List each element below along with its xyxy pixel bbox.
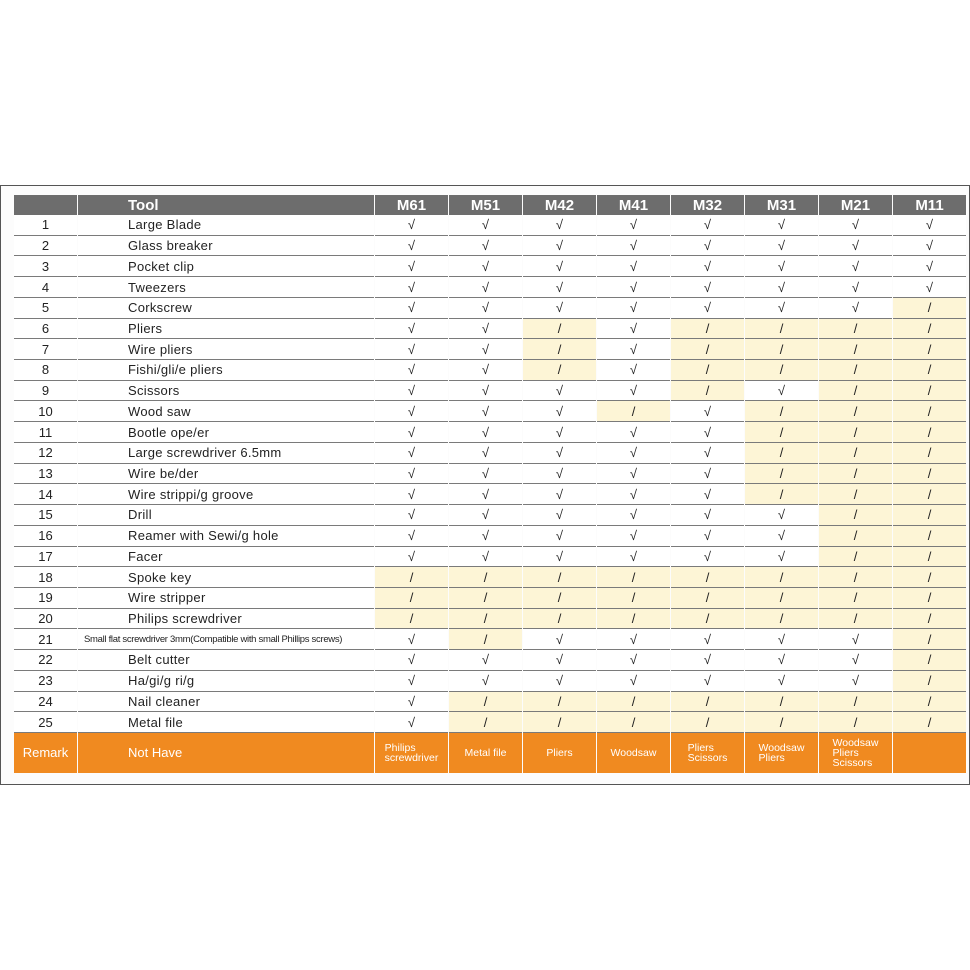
have-mark: √ [671,298,744,319]
have-mark: √ [597,671,670,692]
not-have-mark: / [893,464,966,485]
have-mark: √ [523,298,596,319]
tool-name: Pocket clip [78,256,374,277]
have-mark: √ [597,277,670,298]
have-mark: √ [893,256,966,277]
not-have-mark: / [819,526,892,547]
have-mark: √ [523,650,596,671]
tool-name: Large screwdriver 6.5mm [78,443,374,464]
not-have-mark: / [893,319,966,340]
have-mark: √ [449,277,522,298]
not-have-mark: / [893,505,966,526]
have-mark: √ [745,505,818,526]
not-have-mark: / [819,339,892,360]
tool-name: Wire stripper [78,588,374,609]
not-have-mark: / [523,609,596,630]
have-mark: √ [819,650,892,671]
not-have-mark: / [893,298,966,319]
tool-name: Glass breaker [78,236,374,257]
not-have-mark: / [893,671,966,692]
have-mark: √ [523,547,596,568]
tool-name: Reamer with Sewi/g hole [78,526,374,547]
remark-value-text: Philips screwdriver [384,741,439,764]
not-have-mark: / [449,609,522,630]
not-have-mark: / [745,588,818,609]
header-model-m61: M61 [375,195,448,215]
have-mark: √ [449,650,522,671]
have-mark: √ [449,401,522,422]
not-have-mark: / [819,360,892,381]
row-number: 9 [14,381,77,402]
row-number: 22 [14,650,77,671]
have-mark: √ [449,360,522,381]
not-have-mark: / [375,588,448,609]
have-mark: √ [671,650,744,671]
remark-value [671,733,744,773]
row-number: 13 [14,464,77,485]
have-mark: √ [449,443,522,464]
have-mark: √ [597,526,670,547]
have-mark: √ [375,547,448,568]
have-mark: √ [671,464,744,485]
tool-name: Drill [78,505,374,526]
not-have-mark: / [893,547,966,568]
header-tool: Tool [78,195,374,215]
header-model-m31: M31 [745,195,818,215]
have-mark: √ [745,277,818,298]
header-model-m42: M42 [523,195,596,215]
not-have-mark: / [745,339,818,360]
have-mark: √ [375,505,448,526]
have-mark: √ [449,381,522,402]
have-mark: √ [449,215,522,236]
not-have-mark: / [893,339,966,360]
have-mark: √ [449,547,522,568]
not-have-mark: / [671,609,744,630]
remark-value-text: Pliers Scissors [687,741,728,764]
have-mark: √ [597,547,670,568]
tool-name: Corkscrew [78,298,374,319]
not-have-mark: / [893,712,966,733]
have-mark: √ [745,629,818,650]
have-mark: √ [375,484,448,505]
not-have-mark: / [523,360,596,381]
have-mark: √ [597,464,670,485]
not-have-mark: / [449,567,522,588]
have-mark: √ [597,236,670,257]
tool-name: Wire pliers [78,339,374,360]
not-have-mark: / [745,360,818,381]
tool-name: Nail cleaner [78,692,374,713]
tool-name: Philips screwdriver [78,609,374,630]
tool-name: Fishi/gli/e pliers [78,360,374,381]
have-mark: √ [449,236,522,257]
have-mark: √ [449,484,522,505]
not-have-mark: / [893,567,966,588]
not-have-mark: / [819,547,892,568]
not-have-mark: / [597,401,670,422]
remark-value [893,733,966,773]
row-number: 17 [14,547,77,568]
have-mark: √ [597,629,670,650]
have-mark: √ [523,484,596,505]
have-mark: √ [671,236,744,257]
have-mark: √ [597,422,670,443]
tool-name: Scissors [78,381,374,402]
have-mark: √ [523,215,596,236]
not-have-mark: / [893,443,966,464]
header-model-m41: M41 [597,195,670,215]
not-have-mark: / [819,443,892,464]
have-mark: √ [671,505,744,526]
have-mark: √ [745,236,818,257]
have-mark: √ [523,401,596,422]
have-mark: √ [819,629,892,650]
row-number: 11 [14,422,77,443]
tool-name: Small flat screwdriver 3mm(Compatible with small Phillips screws) [78,629,374,650]
have-mark: √ [745,671,818,692]
not-have-mark: / [893,526,966,547]
not-have-mark: / [449,692,522,713]
not-have-mark: / [819,609,892,630]
have-mark: √ [523,236,596,257]
row-number: 7 [14,339,77,360]
not-have-mark: / [819,381,892,402]
have-mark: √ [375,339,448,360]
row-number: 25 [14,712,77,733]
not-have-mark: / [523,319,596,340]
have-mark: √ [671,526,744,547]
have-mark: √ [671,215,744,236]
row-number: 1 [14,215,77,236]
header-model-m51: M51 [449,195,522,215]
not-have-mark: / [671,381,744,402]
not-have-mark: / [745,609,818,630]
not-have-mark: / [819,712,892,733]
not-have-mark: / [819,567,892,588]
have-mark: √ [819,256,892,277]
have-mark: √ [523,629,596,650]
header-blank [14,195,77,215]
have-mark: √ [745,215,818,236]
have-mark: √ [745,381,818,402]
have-mark: √ [375,712,448,733]
tool-name: Wire be/der [78,464,374,485]
not-have-mark: / [893,381,966,402]
not-have-mark: / [449,629,522,650]
remark-value-text: Woodsaw [610,746,657,759]
have-mark: √ [893,277,966,298]
not-have-mark: / [523,712,596,733]
row-number: 10 [14,401,77,422]
row-number: 4 [14,277,77,298]
have-mark: √ [375,256,448,277]
have-mark: √ [745,256,818,277]
tool-name: Belt cutter [78,650,374,671]
have-mark: √ [819,671,892,692]
not-have-mark: / [597,588,670,609]
not-have-mark: / [523,339,596,360]
have-mark: √ [375,692,448,713]
have-mark: √ [375,629,448,650]
have-mark: √ [671,629,744,650]
row-number: 3 [14,256,77,277]
not-have-mark: / [671,692,744,713]
remark-not-have: Not Have [78,733,374,773]
not-have-mark: / [523,588,596,609]
row-number: 12 [14,443,77,464]
have-mark: √ [893,236,966,257]
not-have-mark: / [893,609,966,630]
have-mark: √ [671,256,744,277]
tool-comparison-table [14,195,966,773]
remark-value [819,733,892,773]
have-mark: √ [597,256,670,277]
have-mark: √ [375,277,448,298]
have-mark: √ [375,650,448,671]
have-mark: √ [819,215,892,236]
have-mark: √ [375,360,448,381]
remark-value [375,733,448,773]
remark-value-text: Woodsaw Pliers Scissors [832,736,879,769]
have-mark: √ [375,443,448,464]
have-mark: √ [819,298,892,319]
have-mark: √ [375,422,448,443]
have-mark: √ [523,277,596,298]
have-mark: √ [449,339,522,360]
have-mark: √ [375,236,448,257]
have-mark: √ [671,484,744,505]
have-mark: √ [375,381,448,402]
have-mark: √ [597,505,670,526]
have-mark: √ [375,401,448,422]
not-have-mark: / [449,712,522,733]
have-mark: √ [523,526,596,547]
not-have-mark: / [671,712,744,733]
not-have-mark: / [819,484,892,505]
have-mark: √ [597,381,670,402]
row-number: 23 [14,671,77,692]
have-mark: √ [375,464,448,485]
not-have-mark: / [893,422,966,443]
have-mark: √ [671,671,744,692]
tool-name: Spoke key [78,567,374,588]
not-have-mark: / [745,401,818,422]
have-mark: √ [449,464,522,485]
have-mark: √ [819,236,892,257]
row-number: 8 [14,360,77,381]
have-mark: √ [671,443,744,464]
not-have-mark: / [597,692,670,713]
row-number: 14 [14,484,77,505]
tool-name: Tweezers [78,277,374,298]
not-have-mark: / [671,339,744,360]
have-mark: √ [375,319,448,340]
not-have-mark: / [449,588,522,609]
have-mark: √ [745,547,818,568]
row-number: 20 [14,609,77,630]
not-have-mark: / [671,360,744,381]
have-mark: √ [671,401,744,422]
header-model-m32: M32 [671,195,744,215]
tool-name: Large Blade [78,215,374,236]
have-mark: √ [819,277,892,298]
row-number: 24 [14,692,77,713]
have-mark: √ [375,298,448,319]
not-have-mark: / [893,401,966,422]
row-number: 5 [14,298,77,319]
have-mark: √ [375,671,448,692]
have-mark: √ [523,671,596,692]
have-mark: √ [449,526,522,547]
row-number: 15 [14,505,77,526]
not-have-mark: / [745,422,818,443]
have-mark: √ [597,215,670,236]
row-number: 2 [14,236,77,257]
remark-label: Remark [14,733,77,773]
have-mark: √ [375,215,448,236]
not-have-mark: / [819,692,892,713]
remark-value-text: Pliers [546,746,573,759]
have-mark: √ [449,505,522,526]
have-mark: √ [523,505,596,526]
have-mark: √ [449,319,522,340]
row-number: 16 [14,526,77,547]
remark-value [745,733,818,773]
not-have-mark: / [893,692,966,713]
not-have-mark: / [745,319,818,340]
have-mark: √ [449,298,522,319]
have-mark: √ [523,422,596,443]
tool-name: Ha/gi/g ri/g [78,671,374,692]
not-have-mark: / [671,319,744,340]
tool-name: Wire strippi/g groove [78,484,374,505]
not-have-mark: / [597,567,670,588]
not-have-mark: / [893,650,966,671]
have-mark: √ [523,381,596,402]
have-mark: √ [523,256,596,277]
have-mark: √ [671,277,744,298]
not-have-mark: / [819,401,892,422]
not-have-mark: / [671,588,744,609]
have-mark: √ [745,298,818,319]
have-mark: √ [671,547,744,568]
row-number: 21 [14,629,77,650]
row-number: 18 [14,567,77,588]
have-mark: √ [597,298,670,319]
not-have-mark: / [819,464,892,485]
have-mark: √ [745,650,818,671]
header-model-m21: M21 [819,195,892,215]
remark-value [597,733,670,773]
row-number: 6 [14,319,77,340]
have-mark: √ [597,360,670,381]
have-mark: √ [597,319,670,340]
not-have-mark: / [893,629,966,650]
row-number: 19 [14,588,77,609]
not-have-mark: / [523,567,596,588]
have-mark: √ [523,464,596,485]
have-mark: √ [449,671,522,692]
header-model-m11: M11 [893,195,966,215]
not-have-mark: / [819,588,892,609]
have-mark: √ [597,650,670,671]
comparison-card [0,185,970,785]
not-have-mark: / [597,609,670,630]
not-have-mark: / [745,692,818,713]
not-have-mark: / [893,588,966,609]
have-mark: √ [597,484,670,505]
tool-name: Facer [78,547,374,568]
not-have-mark: / [819,505,892,526]
have-mark: √ [893,215,966,236]
not-have-mark: / [893,360,966,381]
have-mark: √ [375,526,448,547]
remark-value [449,733,522,773]
tool-name: Bootle ope/er [78,422,374,443]
not-have-mark: / [745,567,818,588]
have-mark: √ [597,443,670,464]
tool-name: Pliers [78,319,374,340]
have-mark: √ [745,526,818,547]
not-have-mark: / [671,567,744,588]
remark-value-text: Metal file [464,746,507,759]
not-have-mark: / [893,484,966,505]
have-mark: √ [523,443,596,464]
not-have-mark: / [523,692,596,713]
not-have-mark: / [375,567,448,588]
remark-value [523,733,596,773]
have-mark: √ [449,422,522,443]
not-have-mark: / [745,484,818,505]
have-mark: √ [449,256,522,277]
tool-name: Metal file [78,712,374,733]
not-have-mark: / [745,464,818,485]
not-have-mark: / [819,422,892,443]
not-have-mark: / [375,609,448,630]
have-mark: √ [597,339,670,360]
have-mark: √ [671,422,744,443]
not-have-mark: / [597,712,670,733]
tool-name: Wood saw [78,401,374,422]
remark-value-text: Woodsaw Pliers [758,741,805,764]
not-have-mark: / [745,712,818,733]
not-have-mark: / [819,319,892,340]
not-have-mark: / [745,443,818,464]
